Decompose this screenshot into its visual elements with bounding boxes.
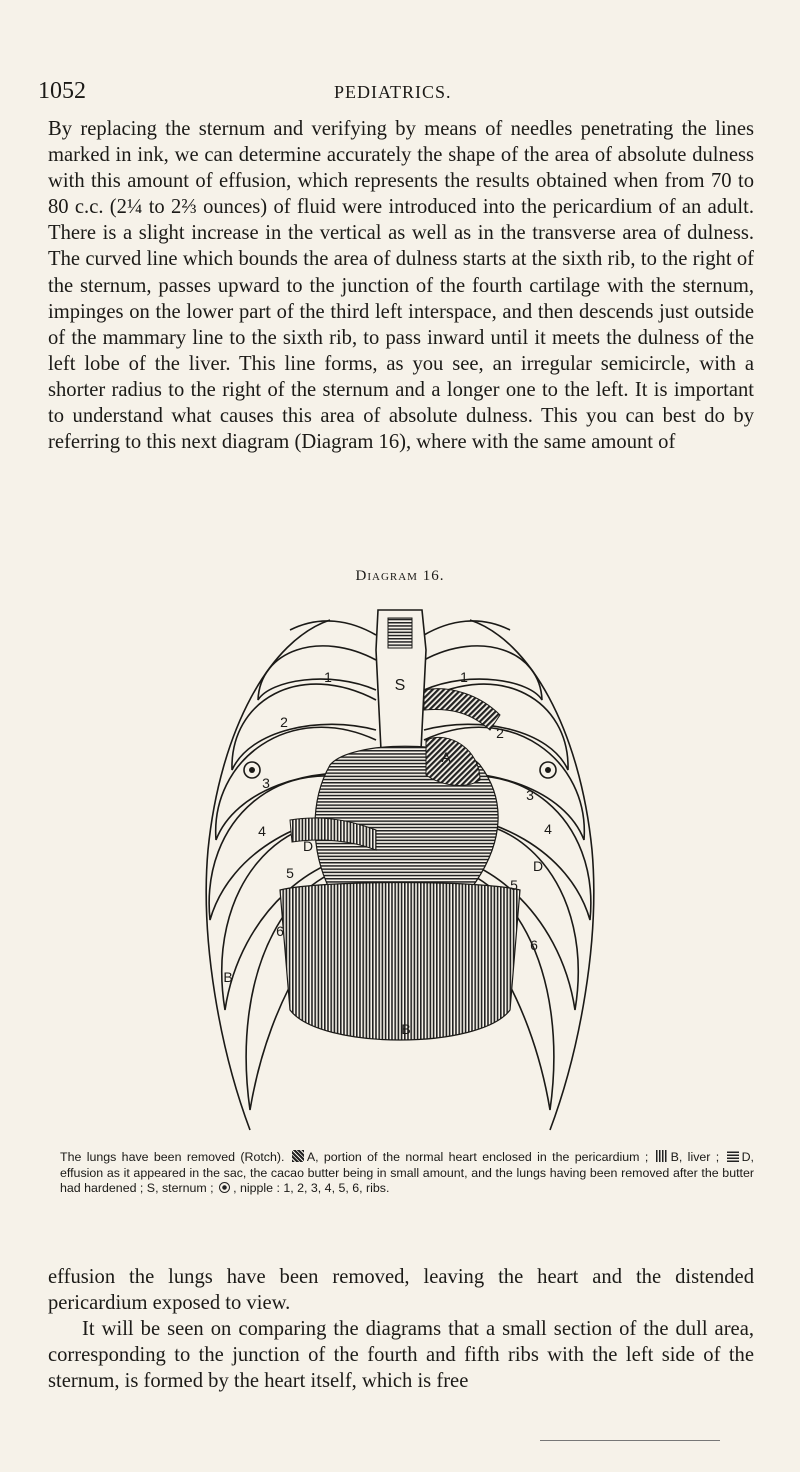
page-number: 1052 [38, 78, 86, 104]
clavicle-right [290, 621, 376, 635]
label-liver-center: B [401, 1021, 411, 1037]
page-header [38, 78, 758, 108]
label-liver-right: B [223, 969, 233, 985]
heart-portion [426, 737, 480, 785]
caption-liver: B, liver ; [670, 1150, 720, 1164]
diagram-title: Diagram 16. [355, 568, 445, 584]
label-rib-2-right: 2 [280, 714, 288, 730]
label-rib-2-left: 2 [496, 725, 504, 741]
label-effusion-left: D [532, 858, 544, 874]
body-paragraph-2: effusion the lungs have been removed, leaving the heart and the distended pericardium exposed to view. [48, 1266, 754, 1315]
nipple-left-icon [540, 762, 556, 778]
cage-outline-right [206, 620, 330, 1130]
label-rib-3-right: 3 [262, 775, 270, 791]
clavicle-left [424, 621, 510, 635]
label-heart: A [441, 749, 451, 765]
bottom-rule [540, 1440, 720, 1441]
nipple-right-icon [244, 762, 260, 778]
body-paragraph-1: By replacing the sternum and verifying by means of needles penetrating the lines marked in ink, we can determine accurately the shape of the area of absolute dulness with this amount of effusion, which represents the results obtained when from 70 to 80 c.c. (2¼ to 2⅔ ounces) of fluid were introduced into the pericardium of an adult. There is a slight increase in the vertical as well as in the transverse area of dulness. The curved line which bounds the area of dulness starts at the sixth rib, to the right of the sternum, passes upward to the junction of the fourth cartilage with the sternum, impinges on the lower part of the third left interspace, and then descends just outside of the mammary line to the sixth rib, to pass inward until it meets the dulness of the left lobe of the liver. This line forms, as you see, an irregular semicircle, with a shorter radius to the right of the sternum and a longer one to the left. It is important to understand what causes this area of absolute dulness. This you can best do by referring to this next diagram (Diagram 16), where with the same amount of [48, 118, 754, 454]
liver-area [280, 883, 520, 1041]
caption-heart: A, portion of the normal heart enclosed in the pericardium ; [306, 1150, 649, 1164]
label-rib-6-right: 6 [276, 923, 284, 939]
cage-outline-left [470, 620, 594, 1130]
caption-nipple-ribs: , nipple : 1, 2, 3, 4, 5, 6, ribs. [233, 1181, 390, 1195]
label-rib-4-left: 4 [544, 821, 552, 837]
nipple-swatch-icon [219, 1182, 230, 1193]
caption-intro: The lungs have been removed (Rotch). [60, 1150, 285, 1164]
label-rib-1-right: 1 [324, 669, 332, 685]
running-head: PEDIATRICS. [334, 82, 452, 102]
label-rib-3-left: 3 [526, 787, 534, 803]
caption-effusion: D, effusion as it appeared in the sac, the cacao butter being in small amount, and the lungs having been removed after the butter had hardened ; S, sternum ; [60, 1150, 754, 1195]
label-sternum: S [394, 677, 406, 694]
diagram-caption [60, 1150, 754, 1197]
label-rib-1-left: 1 [460, 669, 468, 685]
sternum-notch-hatch [388, 618, 412, 648]
heart-swatch-icon [292, 1150, 304, 1162]
label-rib-4-right: 4 [258, 823, 266, 839]
effusion-swatch-icon [727, 1150, 739, 1162]
label-effusion-right: D [302, 838, 314, 854]
label-rib-5-right: 5 [286, 865, 294, 881]
liver-swatch-icon [656, 1150, 668, 1162]
label-rib-5-left: 5 [510, 877, 518, 893]
body-paragraph-3: It will be seen on comparing the diagrams that a small section of the dull area, corresponding to the junction of the fourth and fifth ribs with the left side of the sternum, is formed by the heart itself, which is free [48, 1318, 754, 1393]
thorax-diagram [180, 590, 620, 1150]
label-rib-6-left: 6 [530, 937, 538, 953]
